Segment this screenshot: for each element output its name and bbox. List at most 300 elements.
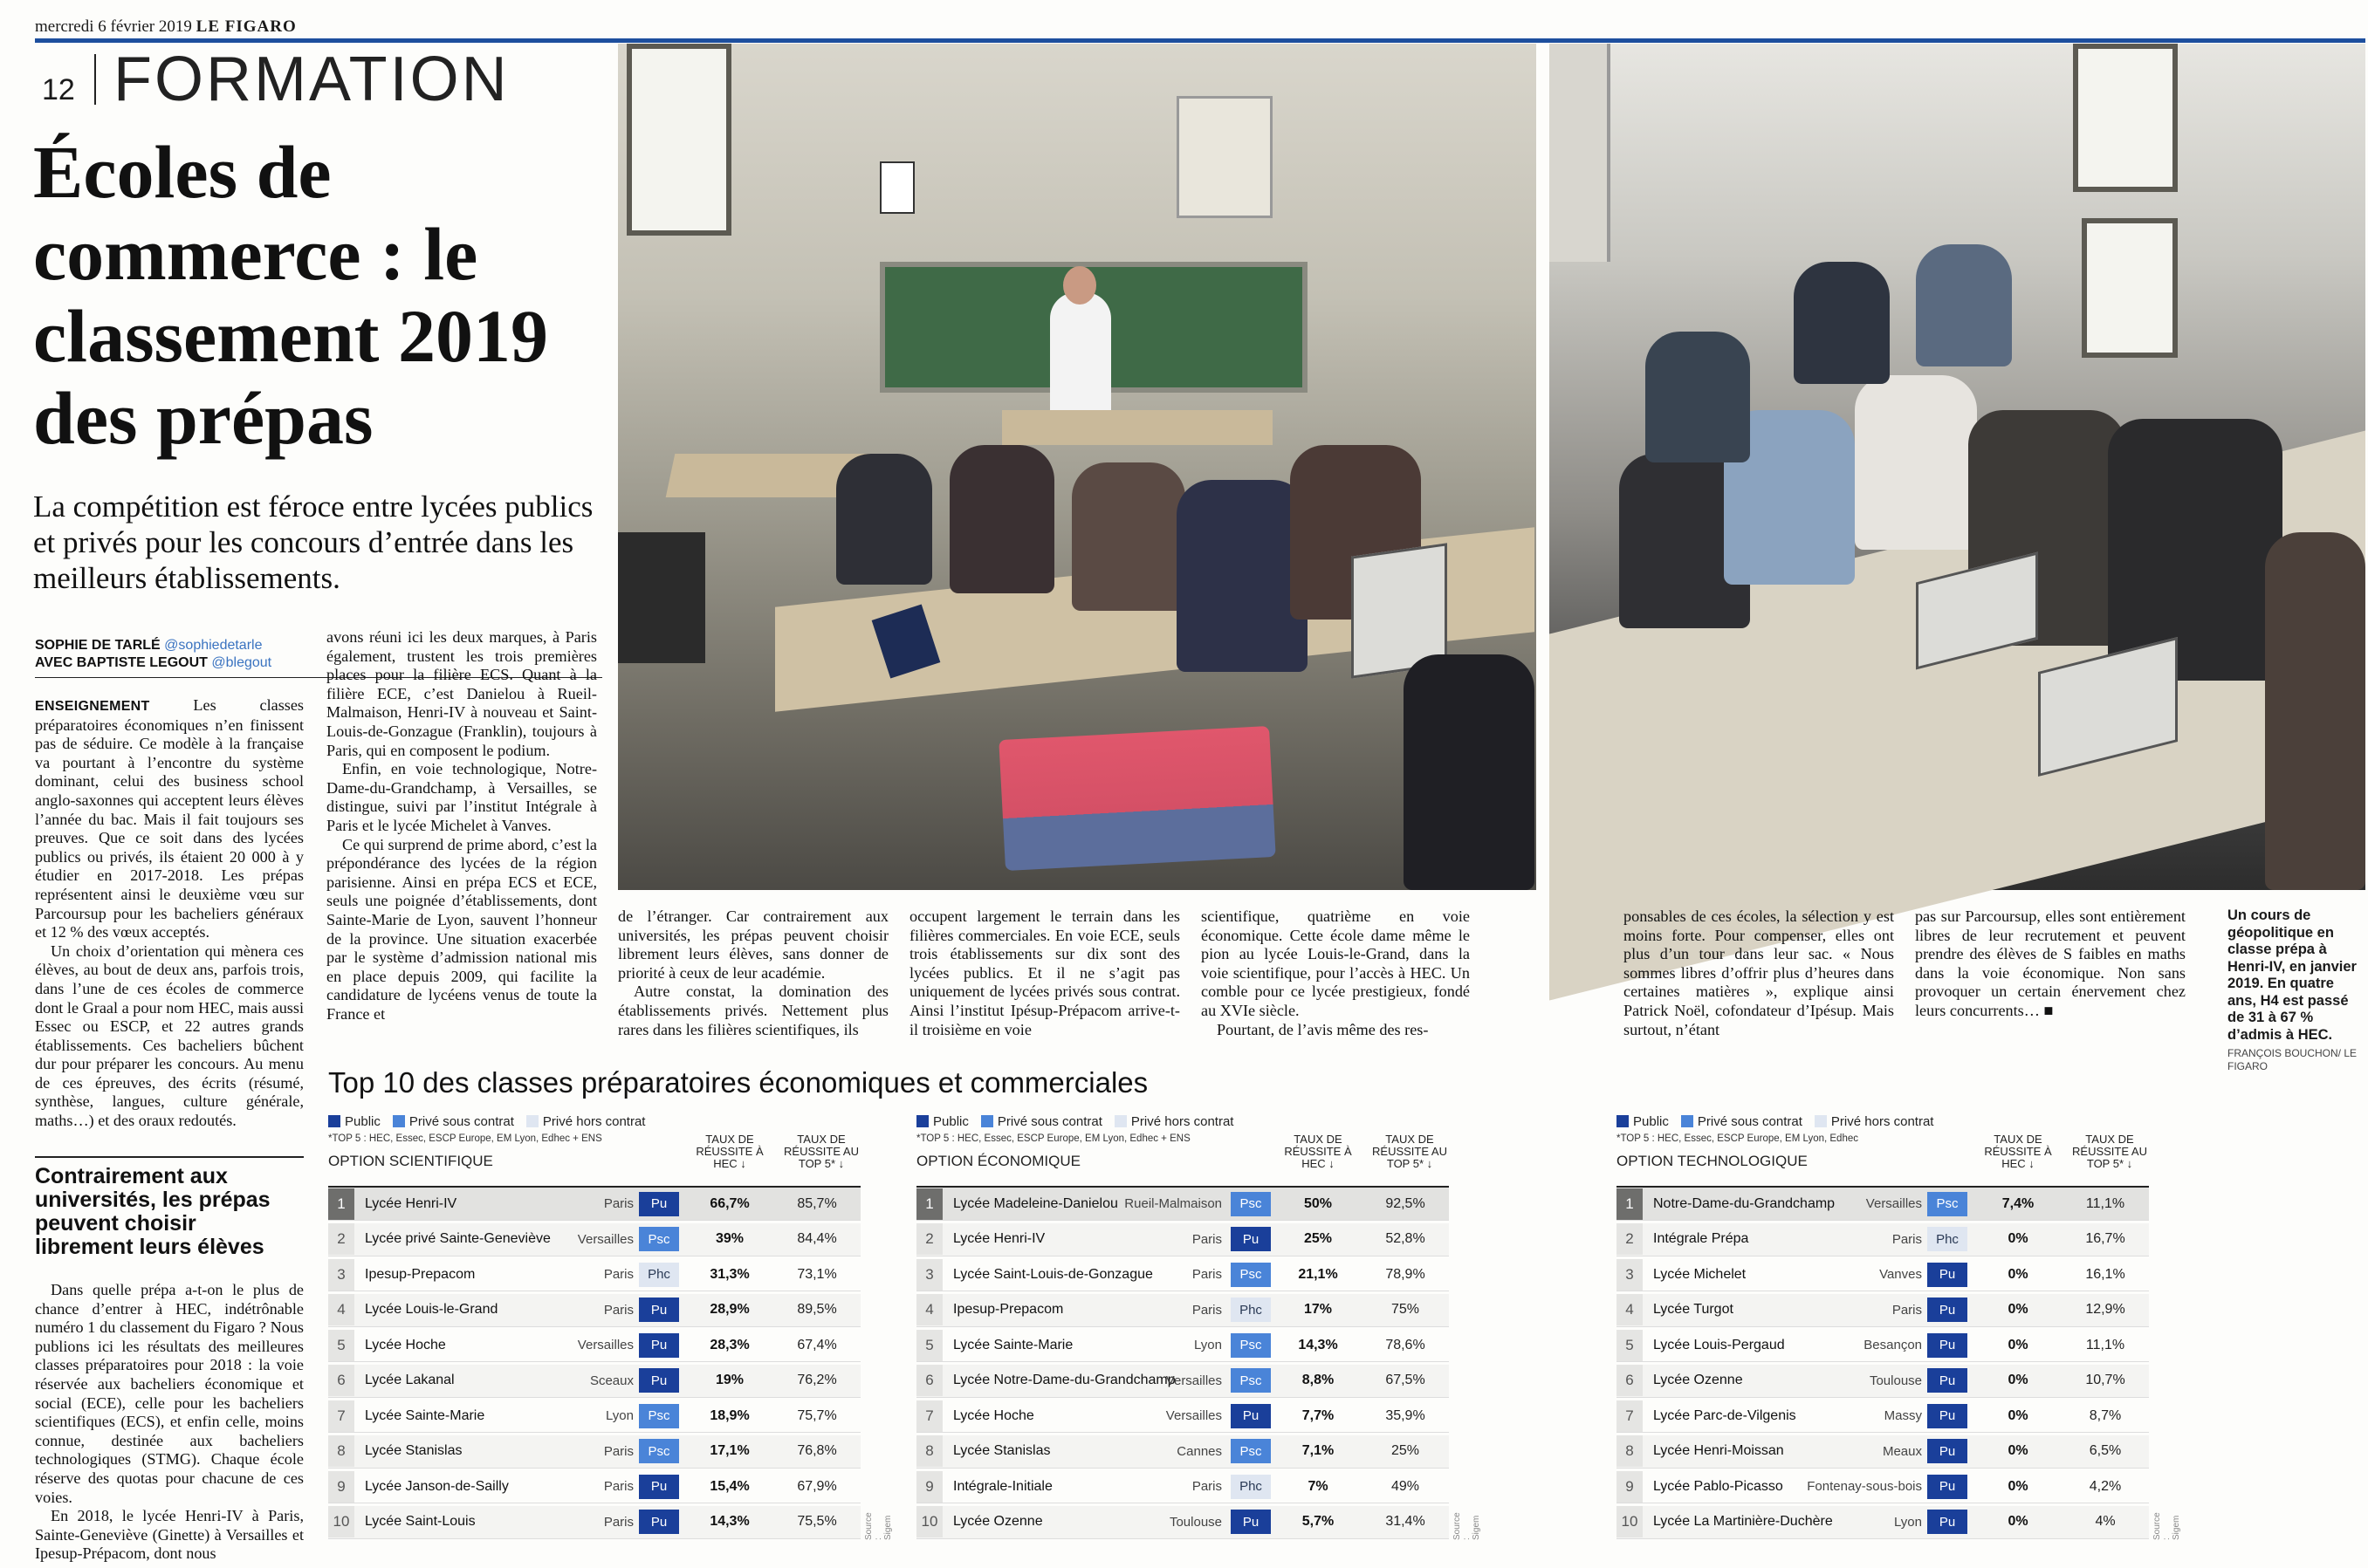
hec-rate: 7,4% [2001, 1195, 2035, 1211]
status-badge: Pu [1927, 1333, 1967, 1358]
school-name: Lycée Madeleine-Danielou [953, 1195, 1118, 1211]
rank-cell: 7 [1616, 1400, 1643, 1432]
legend-swatch [526, 1115, 539, 1127]
hec-rate: 14,3% [1298, 1337, 1338, 1352]
status-badge: Psc [639, 1227, 679, 1251]
top5-rate: 75,5% [797, 1514, 837, 1529]
school-name: Lycée Henri-IV [953, 1231, 1046, 1246]
table-row [916, 1258, 1449, 1291]
city: Versailles [1165, 1373, 1222, 1388]
column-header-hec: TAUX DE RÉUSSITE À HEC ↓ [1984, 1133, 2052, 1170]
status-badge: Pu [1231, 1510, 1271, 1534]
top5-rate: 16,1% [2085, 1266, 2125, 1282]
school-name: Lycée Stanislas [953, 1443, 1051, 1458]
school-name: Lycée Michelet [1653, 1266, 1747, 1282]
status-badge: Pu [1927, 1368, 1967, 1393]
status-badge: Pu [1927, 1298, 1967, 1322]
top5-rate: 11,1% [2085, 1337, 2125, 1352]
rank-cell: 10 [916, 1506, 943, 1537]
table-row [916, 1188, 1449, 1221]
status-badge: Phc [1927, 1227, 1967, 1251]
legend-item: Privé sous contrat [393, 1114, 514, 1129]
rank-cell: 4 [916, 1294, 943, 1325]
column-header-top5: TAUX DE RÉUSSITE AU TOP 5* ↓ [1372, 1133, 1447, 1170]
top5-rate: 89,5% [797, 1302, 837, 1317]
city: Paris [1191, 1302, 1222, 1318]
top5-rate: 67,9% [797, 1478, 837, 1494]
source-note: Source : Sigem [1452, 1512, 1481, 1540]
table-row [328, 1365, 861, 1398]
top5-rate: 25% [1390, 1443, 1420, 1458]
table-row [916, 1400, 1449, 1433]
city: Meaux [1882, 1443, 1922, 1459]
photo-caption: Un cours de géopolitique en classe prépa à Henri-IV, en janvier 2019. En quatre ans, H4 est passé de 31 à 67 % d’admis à HEC. FRANÇOIS BOUCHON/ LE FIGARO [2227, 907, 2358, 1072]
table-row [1616, 1365, 2149, 1398]
hec-rate: 39% [715, 1231, 745, 1246]
table-row [1616, 1329, 2149, 1362]
option-title: OPTION TECHNOLOGIQUE [1616, 1153, 1808, 1169]
top5-rate: 8,7% [2089, 1407, 2122, 1423]
hec-rate: 66,7% [710, 1195, 750, 1211]
quote-rule [35, 1156, 304, 1158]
column-header-top5: TAUX DE RÉUSSITE AU TOP 5* ↓ [784, 1133, 859, 1170]
school-name: Lycée Saint-Louis [365, 1514, 476, 1529]
student [1916, 244, 2012, 366]
student [2265, 532, 2365, 890]
window [2082, 218, 2178, 358]
paragraph: Un choix d’orientation qui mènera ces élèves, au bout de deux ans, parfois trois, dans l’une de ces écoles de commerce dont le Graal a pour nom HEC, mais aussi Essec ou ESCP, et 22 autres grands établissements. Ces bacheliers bûchent dur pour préparer les concours. Au menu de ces épreuves, des écrits (résumé, synthèse, langues, culture générale, maths…) et des oraux redoutés. [35, 941, 304, 1130]
status-badge: Pu [1927, 1404, 1967, 1428]
school-name: Lycée Sainte-Marie [953, 1337, 1074, 1352]
table-row [328, 1223, 861, 1256]
rank-cell: 2 [328, 1223, 354, 1255]
hec-rate: 14,3% [710, 1514, 750, 1529]
arch [1549, 44, 1610, 262]
article-column-1 [35, 696, 304, 1130]
table-row [328, 1258, 861, 1291]
paragraph: ponsables de ces écoles, la sélection y est moins forte. Pour compenser, elles ont plus d’un tour dans leur sac. « Nous sommes libres d’offrir plus d’heures dans certaines matières », explique ainsi Patrick Noël, cofondateur d’Ipésup. Mais surtout, n’étant [1623, 907, 1894, 1038]
teacher [1050, 292, 1111, 423]
city: Paris [603, 1514, 634, 1530]
hec-rate: 17,1% [710, 1443, 750, 1458]
table-body [328, 1186, 861, 1544]
top5-rate: 52,8% [1385, 1231, 1425, 1246]
paragraph: pas sur Parcoursup, elles sont entièrement libres de leur recrutement et peuvent prendre des élèves de S faibles en maths dans la voie économique. Non sans provoquer un certain énervement chez leurs concurrents… ■ [1915, 907, 2186, 1019]
table-row [1616, 1294, 2149, 1327]
table-row [1616, 1470, 2149, 1503]
hec-rate: 0% [2008, 1231, 2028, 1246]
table-row [1616, 1400, 2149, 1433]
city: Massy [1884, 1408, 1922, 1423]
rank-cell: 8 [916, 1435, 943, 1467]
top5-rate: 78,9% [1385, 1266, 1425, 1282]
legend-item: Public [1616, 1114, 1669, 1129]
school-name: Lycée Hoche [365, 1337, 446, 1352]
poster [880, 161, 915, 214]
table-row [1616, 1188, 2149, 1221]
legend-item: Public [916, 1114, 969, 1129]
ranking-table [916, 1113, 1481, 1549]
status-badge: Psc [1927, 1192, 1967, 1216]
article-column-4 [909, 907, 1180, 1043]
column-header-top5: TAUX DE RÉUSSITE AU TOP 5* ↓ [2072, 1133, 2147, 1170]
city: Paris [603, 1302, 634, 1318]
table-footnote: *TOP 5 : HEC, Essec, ESCP Europe, EM Lyon, Edhec [1616, 1133, 1858, 1144]
city: Lyon [1194, 1338, 1222, 1352]
rank-cell: 8 [1616, 1435, 1643, 1467]
table-row [916, 1365, 1449, 1398]
table-row [328, 1294, 861, 1327]
hec-rate: 17% [1303, 1302, 1333, 1317]
status-badge: Pu [639, 1192, 679, 1216]
hec-rate: 7% [1308, 1478, 1328, 1494]
legend [1616, 1113, 2149, 1130]
rank-cell: 1 [328, 1188, 354, 1220]
legend-swatch [393, 1115, 405, 1127]
hec-rate: 7,1% [1301, 1443, 1335, 1458]
city: Versailles [1165, 1408, 1222, 1423]
student [2108, 419, 2282, 681]
rank-cell: 8 [328, 1435, 354, 1467]
rank-cell: 1 [1616, 1188, 1643, 1220]
option-title: OPTION SCIENTIFIQUE [328, 1153, 493, 1169]
school-name: Lycée Louis-le-Grand [365, 1302, 498, 1317]
table-row [1616, 1223, 2149, 1256]
status-badge: Psc [639, 1404, 679, 1428]
classroom-photo-left [618, 44, 1536, 890]
status-badge: Phc [639, 1263, 679, 1287]
table-row [328, 1470, 861, 1503]
rank-cell: 6 [1616, 1365, 1643, 1396]
rank-cell: 5 [916, 1330, 943, 1361]
school-name: Lycée privé Sainte-Geneviève [365, 1231, 551, 1246]
hec-rate: 0% [2008, 1407, 2028, 1423]
pull-quote: Contrairement aux universités, les prépas peuvent choisir librement leurs élèves [35, 1164, 271, 1259]
table-body [1616, 1186, 2149, 1544]
classroom-photo-right [1549, 44, 2365, 890]
school-name: Intégrale-Initiale [953, 1478, 1053, 1494]
standfirst: La compétition est féroce entre lycées publics et privés pour les concours d’entrée dans les meilleurs établissements. [33, 490, 594, 595]
rank-cell: 9 [1616, 1471, 1643, 1503]
top5-rate: 73,1% [797, 1266, 837, 1282]
top5-rate: 78,6% [1385, 1337, 1425, 1352]
legend-swatch [328, 1115, 340, 1127]
top5-rate: 16,7% [2085, 1231, 2125, 1246]
photo-credit: FRANÇOIS BOUCHON/ LE FIGARO [2227, 1047, 2358, 1072]
city: Paris [1891, 1302, 1922, 1318]
hec-rate: 5,7% [1301, 1514, 1335, 1529]
top5-rate: 84,4% [797, 1231, 837, 1246]
school-name: Intégrale Prépa [1653, 1231, 1749, 1246]
status-badge: Psc [1231, 1368, 1271, 1393]
top5-rate: 4,2% [2089, 1478, 2122, 1494]
city: Toulouse [1169, 1514, 1222, 1530]
status-badge: Pu [1927, 1475, 1967, 1499]
school-name: Lycée Ozenne [1653, 1373, 1743, 1387]
table-row [916, 1435, 1449, 1469]
table-footnote: *TOP 5 : HEC, Essec, ESCP Europe, EM Lyon, Edhec + ENS [328, 1133, 602, 1144]
table-row [916, 1470, 1449, 1503]
top5-rate: 85,7% [797, 1195, 837, 1211]
school-name: Lycée Turgot [1653, 1302, 1733, 1317]
rank-cell: 5 [1616, 1330, 1643, 1361]
status-badge: Psc [1231, 1333, 1271, 1358]
legend [328, 1113, 861, 1130]
hec-rate: 18,9% [710, 1407, 750, 1423]
city: Paris [603, 1479, 634, 1494]
hec-rate: 0% [2008, 1478, 2028, 1494]
legend-item: Privé hors contrat [526, 1114, 646, 1129]
top5-rate: 11,1% [2085, 1195, 2125, 1211]
table-row [1616, 1506, 2149, 1539]
city: Lyon [1894, 1514, 1922, 1530]
top5-rate: 92,5% [1385, 1195, 1425, 1211]
city: Paris [1191, 1231, 1222, 1247]
top5-rate: 76,2% [797, 1373, 837, 1387]
rank-cell: 5 [328, 1330, 354, 1361]
hec-rate: 15,4% [710, 1478, 750, 1494]
ranking-table [1616, 1113, 2181, 1549]
paragraph: avons réuni ici les deux marques, à Paris également, trustent les trois premières places pour la filière ECS. Quant à la filière ECE, c’est Danielou à Rueil-Malmaison, Henri-IV à nouveau et Saint-Louis-de-Gonzague (Franklin), toujours à Paris, qui en composent le podium. [326, 628, 597, 759]
hec-rate: 31,3% [710, 1266, 750, 1282]
table-row [916, 1294, 1449, 1327]
legend-item: Privé hors contrat [1815, 1114, 1934, 1129]
author-handle[interactable]: @blegout [211, 655, 272, 670]
paragraph: Ce qui surprend de prime abord, c’est la prépondérance des lycées de la région parisienne. Ainsi en prépa ECS et ECE, seuls une poignée d’établissements, dont Sainte-Marie de Lyon, sauvent l’honneur de la province. Une situation exacerbée par le système d’admission national mis en place depuis 2009, qui facilite la candidature de lycéens venus de toute la France et [326, 835, 597, 1023]
legend-swatch [981, 1115, 993, 1127]
school-name: Lycée Stanislas [365, 1443, 463, 1458]
source-note: Source : Sigem [864, 1512, 893, 1540]
student [1072, 462, 1185, 611]
table-row [916, 1506, 1449, 1539]
top5-rate: 67,5% [1385, 1373, 1425, 1387]
rank-cell: 7 [916, 1400, 943, 1432]
rank-cell: 6 [916, 1365, 943, 1396]
school-name: Lycée Hoche [953, 1407, 1034, 1423]
section-title: FORMATION [113, 45, 510, 114]
table-row [916, 1223, 1449, 1256]
table-row [916, 1329, 1449, 1362]
school-name: Lycée Parc-de-Vilgenis [1653, 1407, 1796, 1423]
dateline: mercredi 6 février 2019 LE FIGARO [35, 17, 297, 36]
paper-name: LE FIGARO [196, 17, 297, 36]
school-name: Lycée Henri-Moissan [1653, 1443, 1784, 1458]
window [2073, 44, 2178, 192]
paragraph: scientifique, quatrième en voie économique. Cette école dame même le pion au lycée Louis-le-Grand, dans la voie scientifique, pour l’accès à HEC. Un comble pour ce lycée prestigieux, fondé au XVIe siècle. [1201, 907, 1470, 1019]
top5-rate: 12,9% [2085, 1302, 2125, 1317]
city: Besançon [1864, 1338, 1922, 1352]
school-name: Lycée La Martinière-Duchère [1653, 1514, 1833, 1529]
top5-rate: 76,8% [797, 1443, 837, 1458]
table-title: Top 10 des classes préparatoires économiques et commerciales [328, 1066, 1149, 1099]
top5-rate: 49% [1390, 1478, 1420, 1494]
source-note: Source : Sigem [2152, 1512, 2181, 1540]
city: Versailles [577, 1338, 634, 1352]
top5-rate: 75% [1390, 1302, 1420, 1317]
top5-rate: 31,4% [1385, 1514, 1425, 1529]
rank-cell: 10 [1616, 1506, 1643, 1537]
student [950, 445, 1054, 593]
city: Versailles [1865, 1196, 1922, 1211]
rank-cell: 2 [916, 1223, 943, 1255]
article-column-6 [1623, 907, 1894, 1043]
school-name: Lycée Notre-Dame-du-Grandchamp [953, 1373, 1176, 1387]
status-badge: Pu [639, 1510, 679, 1534]
status-badge: Pu [1927, 1439, 1967, 1463]
legend-item: Privé sous contrat [981, 1114, 1102, 1129]
status-badge: Phc [1231, 1475, 1271, 1499]
table-body [916, 1186, 1449, 1544]
headline: Écoles de commerce : le classement 2019 des prépas [33, 130, 548, 460]
rank-cell: 3 [1616, 1259, 1643, 1291]
city: Sceaux [589, 1373, 634, 1388]
school-name: Notre-Dame-du-Grandchamp [1653, 1195, 1836, 1211]
status-badge: Phc [1231, 1298, 1271, 1322]
school-name: Ipesup-Prepacom [365, 1266, 476, 1282]
top5-rate: 35,9% [1385, 1407, 1425, 1423]
author-name: SOPHIE DE TARLÉ [35, 638, 161, 653]
table-row [328, 1435, 861, 1469]
legend-swatch [1815, 1115, 1827, 1127]
student [836, 454, 932, 585]
teacher-head [1063, 266, 1096, 305]
top5-rate: 10,7% [2085, 1373, 2125, 1387]
paragraph: ENSEIGNEMENT Les classes préparatoires économiques n’en finissent pas de séduire. Ce modèle à la française va pourtant à l’encontre du système dominant, celui des business school anglo-saxonnes qui acceptent leurs élèves l’année du bac. Mais il fait toujours ses preuves. Que ce soit dans des lycées publics ou privés, ils étaient 20 000 à y étudier en 2017-2018. Les prépas représentent ainsi le deuxième vœu sur Parcoursup pour les bacheliers généraux et 12 % des vœux acceptés. [35, 696, 304, 941]
city: Lyon [606, 1408, 634, 1423]
paragraph: Dans quelle prépa a-t-on le plus de chance d’entrer à HEC, indétrônable numéro 1 du classement du Figaro ? Nous publions ici les résultats des meilleures classes préparatoires pour 2018 : la voie réservée aux bacheliers économique et social (ECE), celle pour les bacheliers scientifiques (ECS), et enfin celle, moins connue, destinée aux bacheliers technologiques (STMG). Chaque école réserve des quotas pour chacune de ces voies. [35, 1281, 304, 1506]
table-row [328, 1329, 861, 1362]
hec-rate: 0% [2008, 1266, 2028, 1282]
legend-swatch [1681, 1115, 1693, 1127]
hec-rate: 0% [2008, 1514, 2028, 1529]
top5-rate: 4% [2095, 1514, 2116, 1529]
city: Paris [1191, 1479, 1222, 1494]
rank-cell: 9 [916, 1471, 943, 1503]
byline [35, 637, 323, 672]
city: Paris [603, 1267, 634, 1282]
legend-item: Public [328, 1114, 381, 1129]
student [1794, 262, 1890, 384]
hec-rate: 0% [2008, 1337, 2028, 1352]
school-name: Lycée Louis-Pergaud [1653, 1337, 1785, 1352]
rank-cell: 7 [328, 1400, 354, 1432]
hec-rate: 19% [715, 1373, 745, 1387]
ranking-table [328, 1113, 893, 1549]
hec-rate: 0% [2008, 1443, 2028, 1458]
status-badge: Pu [1927, 1510, 1967, 1534]
teacher-desk [1002, 410, 1273, 445]
rank-cell: 3 [328, 1259, 354, 1291]
author-handle[interactable]: @sophiedetarle [164, 638, 263, 653]
section-divider [94, 54, 96, 105]
city: Versailles [577, 1231, 634, 1247]
top5-rate: 75,7% [797, 1407, 837, 1423]
top5-rate: 6,5% [2089, 1443, 2122, 1458]
status-badge: Psc [1231, 1192, 1271, 1216]
city: Rueil-Malmaison [1124, 1196, 1222, 1211]
status-badge: Pu [1927, 1263, 1967, 1287]
status-badge: Pu [1231, 1404, 1271, 1428]
status-badge: Psc [1231, 1439, 1271, 1463]
legend-swatch [1115, 1115, 1127, 1127]
city: Paris [1191, 1267, 1222, 1282]
school-name: Ipesup-Prepacom [953, 1302, 1064, 1317]
hec-rate: 8,8% [1301, 1373, 1335, 1387]
rank-cell: 1 [916, 1188, 943, 1220]
school-name: Lycée Ozenne [953, 1514, 1043, 1529]
rank-cell: 2 [1616, 1223, 1643, 1255]
city: Paris [603, 1443, 634, 1459]
status-badge: Psc [639, 1439, 679, 1463]
student [1645, 332, 1750, 462]
hec-rate: 50% [1303, 1195, 1333, 1211]
student [1855, 375, 1977, 550]
status-badge: Psc [1231, 1263, 1271, 1287]
status-badge: Pu [639, 1368, 679, 1393]
table-footnote: *TOP 5 : HEC, Essec, ESCP Europe, EM Lyon, Edhec + ENS [916, 1133, 1191, 1144]
article-column-7 [1915, 907, 2186, 1043]
paragraph: En 2018, le lycée Henri-IV à Paris, Sainte-Geneviève (Ginette) à Versailles et Ipesup-Prépacom, dont nous [35, 1507, 304, 1563]
paragraph: de l’étranger. Car contrairement aux universités, les prépas peuvent choisir librement leurs élèves, sans donner de priorité à ceux de leur académie. [618, 907, 889, 982]
page-number: 12 [42, 73, 75, 106]
legend-swatch [916, 1115, 929, 1127]
lead-word: ENSEIGNEMENT [35, 699, 150, 714]
legend-item: Privé hors contrat [1115, 1114, 1234, 1129]
legend-item: Privé sous contrat [1681, 1114, 1802, 1129]
hec-rate: 21,1% [1298, 1266, 1338, 1282]
window [627, 44, 731, 236]
article-column-3 [618, 907, 889, 1043]
rank-cell: 3 [916, 1259, 943, 1291]
school-name: Lycée Henri-IV [365, 1195, 457, 1211]
table-row [328, 1506, 861, 1539]
school-name: Lycée Sainte-Marie [365, 1407, 485, 1423]
author-name: AVEC BAPTISTE LEGOUT [35, 655, 208, 670]
legend [916, 1113, 1449, 1130]
student [1177, 480, 1308, 672]
hec-rate: 0% [2008, 1302, 2028, 1317]
city: Vanves [1879, 1267, 1922, 1282]
school-name: Lycée Saint-Louis-de-Gonzague [953, 1266, 1153, 1282]
status-badge: Pu [639, 1298, 679, 1322]
city: Toulouse [1869, 1373, 1922, 1388]
paragraph: occupent largement le terrain dans les filières commerciales. En voie ECE, seuls trois établissements sur dix sont des lycées publics. Et il ne s’agit pas uniquement de lycées privés sous contrat. Ainsi l’institut Ipésup-Prépacom arrive-t-il troisième en voie [909, 907, 1180, 1038]
paragraph: Enfin, en voie technologique, Notre-Dame-du-Grandchamp, à Versailles, se distingue, suivi par l’institut Intégrale à Paris et le lycée Michelet à Vanves. [326, 760, 597, 834]
article-column-1b [35, 1281, 304, 1563]
school-name: Lycée Pablo-Picasso [1653, 1478, 1783, 1494]
table-row [328, 1400, 861, 1433]
rank-cell: 4 [328, 1294, 354, 1325]
paragraph: Pourtant, de l’avis même des res- [1217, 1020, 1429, 1038]
school-name: Lycée Lakanal [365, 1373, 455, 1387]
city: Paris [603, 1196, 634, 1211]
status-badge: Pu [639, 1333, 679, 1358]
table-row [1616, 1258, 2149, 1291]
rank-cell: 4 [1616, 1294, 1643, 1325]
city: Paris [1891, 1231, 1922, 1247]
top5-rate: 67,4% [797, 1337, 837, 1352]
city: Fontenay-sous-bois [1807, 1479, 1922, 1494]
student [1404, 654, 1534, 890]
legend-swatch [1616, 1115, 1629, 1127]
hec-rate: 7,7% [1301, 1407, 1335, 1423]
hec-rate: 28,9% [710, 1302, 750, 1317]
school-name: Lycée Janson-de-Sailly [365, 1478, 509, 1494]
article-column-2 [326, 628, 597, 1034]
hec-rate: 25% [1303, 1231, 1333, 1246]
top-rule [35, 38, 2365, 43]
pencil-case [999, 726, 1275, 871]
